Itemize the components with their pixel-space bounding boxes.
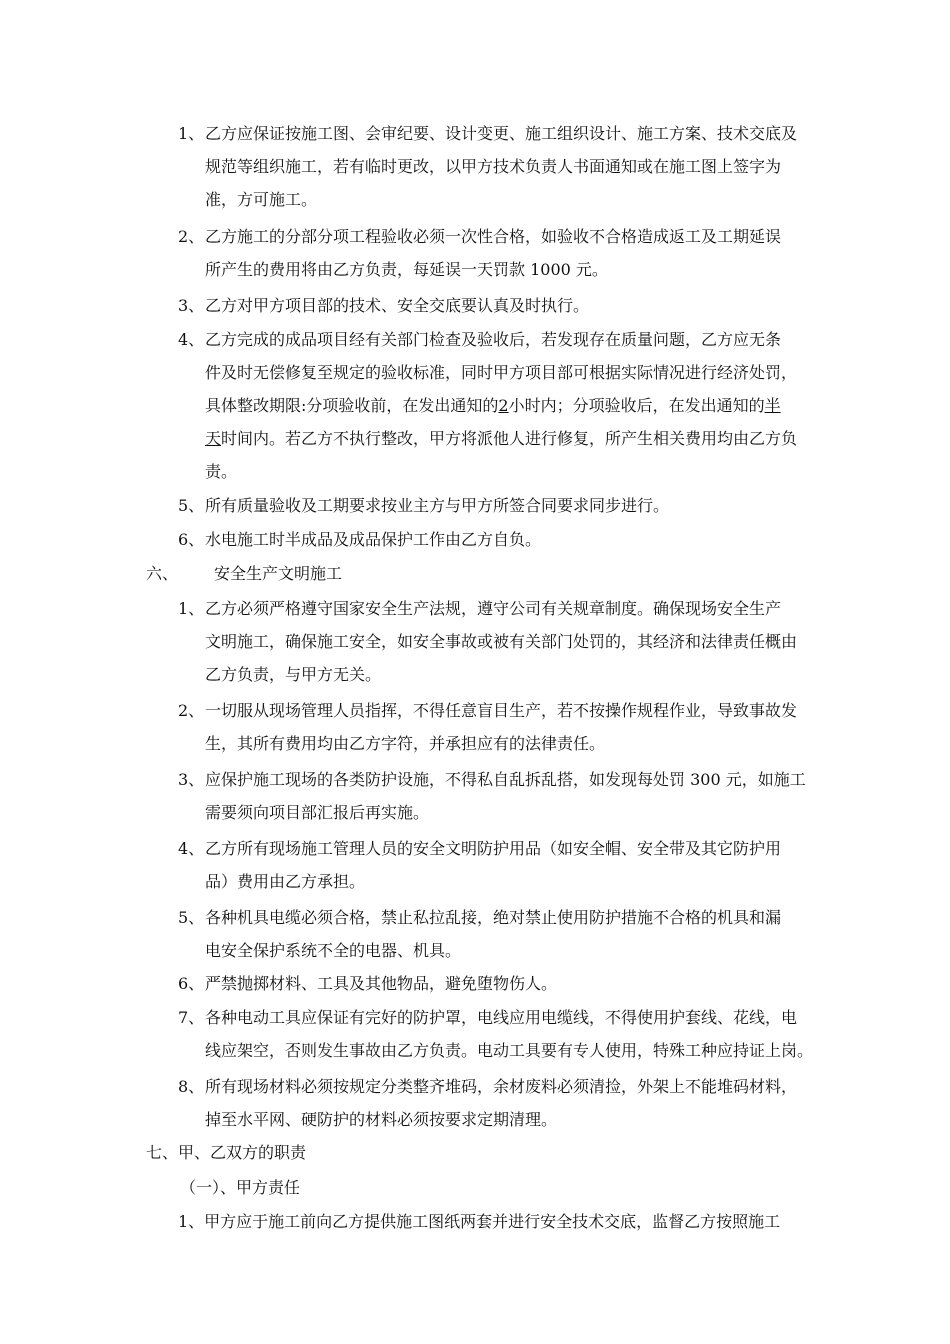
paragraph-line-with-underline — [205, 429, 797, 449]
paragraph-line: 件及时无偿修复至规定的验收标准，同时甲方项目部可根据实际情况进行经济处罚， — [205, 363, 798, 382]
paragraph-line: 1、甲方应于施工前向乙方提供施工图纸两套并进行安全技术交底，监督乙方按照施工 — [178, 1212, 781, 1231]
item-number: 1、 — [178, 124, 205, 143]
item-number: 4、 — [178, 330, 205, 349]
paragraph-line: 乙方施工的分部分项工程验收必须一次性合格，如验收不合格造成返工及工期延误 — [205, 227, 782, 246]
paragraph-line: 文明施工，确保施工安全，如安全事故或被有关部门处罚的，其经济和法律责任概由 — [205, 632, 798, 651]
item-number: 7、 — [178, 1008, 205, 1027]
paragraph-line: 需要须向项目部汇报后再实施。 — [205, 803, 430, 822]
paragraph-line: 应保护施工现场的各类防护设施，不得私自乱拆乱搭，如发现每处罚 300 元，如施工 — [205, 770, 806, 789]
item-number: 3、 — [178, 296, 205, 315]
item-number: 2、 — [178, 227, 205, 246]
paragraph-line: 生，其所有费用均由乙方字符，并承担应有的法律责任。 — [205, 734, 606, 753]
underlined-text: 天 — [205, 429, 222, 448]
item-number: 5、 — [178, 908, 205, 927]
paragraph-line: 各种机具电缆必须合格，禁止私拉乱接，绝对禁止使用防护措施不合格的机具和漏 — [205, 908, 782, 927]
item-number: 6、 — [178, 530, 205, 549]
section-number: 六、 — [146, 564, 179, 583]
paragraph-line: 所有现场材料必须按规定分类整齐堆码，余材废料必须清捡，外架上不能堆码材料， — [205, 1077, 798, 1096]
item-number: 3、 — [178, 770, 205, 789]
paragraph-line: 所有质量验收及工期要求按业主方与甲方所签合同要求同步进行。 — [205, 496, 670, 515]
paragraph-line: 乙方负责，与甲方无关。 — [205, 665, 382, 684]
text-run: 时间内。若乙方不执行整改，甲方将派他人进行修复，所产生相关费用均由乙方负 — [221, 429, 798, 448]
paragraph-line: 一切服从现场管理人员指挥，不得任意盲目生产，若不按操作规程作业，导致事故发 — [205, 701, 798, 720]
paragraph-line: 乙方必须严格遵守国家安全生产法规，遵守公司有关规章制度。确保现场安全生产 — [205, 599, 782, 618]
paragraph-line: 电安全保护系统不全的电器、机具。 — [205, 941, 462, 960]
paragraph-line: 掉至水平网、硬防护的材料必须按要求定期清理。 — [205, 1110, 558, 1129]
item-number: 5、 — [178, 496, 205, 515]
item-number: 4、 — [178, 839, 205, 858]
paragraph-line: 准，方可施工。 — [205, 190, 318, 209]
text-run: 小时内；分项验收后，在发出通知的 — [508, 396, 765, 415]
paragraph-line: 乙方完成的成品项目经有关部门检查及验收后，若发现存在质量问题，乙方应无条 — [205, 330, 782, 349]
text-run: 具体整改期限:分项验收前，在发出通知的 — [205, 396, 499, 415]
paragraph-line-with-underline — [205, 396, 781, 416]
item-number: 1、 — [178, 599, 205, 618]
item-number: 6、 — [178, 974, 205, 993]
paragraph-line: 严禁抛掷材料、工具及其他物品，避免堕物伤人。 — [205, 974, 558, 993]
section-heading: 七、甲、乙双方的职责 — [146, 1143, 307, 1162]
paragraph-line: 乙方所有现场施工管理人员的安全文明防护用品（如安全帽、安全带及其它防护用 — [205, 839, 782, 858]
underlined-text: 半 — [764, 396, 781, 415]
item-number: 8、 — [178, 1077, 205, 1096]
paragraph-line: 乙方对甲方项目部的技术、安全交底要认真及时执行。 — [205, 296, 590, 315]
paragraph-line: 品）费用由乙方承担。 — [205, 872, 366, 891]
paragraph-line: 责。 — [205, 462, 238, 481]
paragraph-line: 所产生的费用将由乙方负责，每延误一天罚款 1000 元。 — [205, 260, 608, 279]
subsection-heading: （一）、甲方责任 — [180, 1178, 301, 1197]
paragraph-line: 水电施工时半成品及成品保护工作由乙方自负。 — [205, 530, 542, 549]
paragraph-line: 乙方应保证按施工图、会审纪要、设计变更、施工组织设计、施工方案、技术交底及 — [205, 124, 798, 143]
paragraph-line: 规范等组织施工，若有临时更改，以甲方技术负责人书面通知或在施工图上签字为 — [205, 157, 782, 176]
underlined-hours: 2 — [498, 396, 509, 415]
item-number: 2、 — [178, 701, 205, 720]
section-heading: 安全生产文明施工 — [214, 564, 343, 583]
paragraph-line: 各种电动工具应保证有完好的防护罩，电线应用电缆线，不得使用护套线、花线，电 — [205, 1008, 798, 1027]
paragraph-line: 线应架空，否则发生事故由乙方负责。电动工具要有专人使用，特殊工种应持证上岗。 — [205, 1041, 814, 1060]
